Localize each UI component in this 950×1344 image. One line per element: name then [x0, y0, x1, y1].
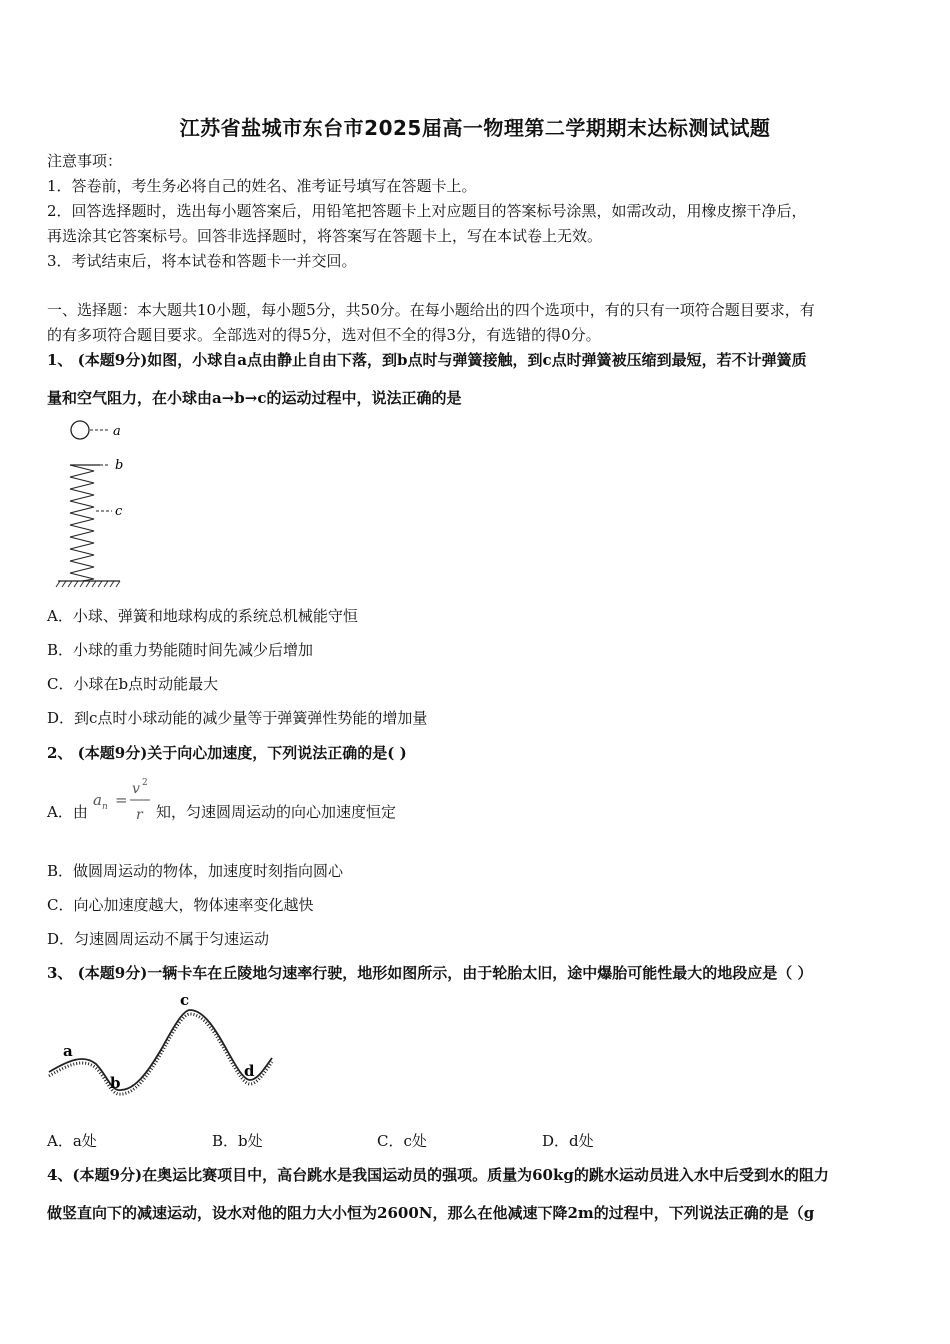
q2-option-c: C．向心加速度越大，物体速率变化越快 [47, 896, 314, 914]
ground-hatch [56, 581, 120, 587]
terrain-hatch [49, 1014, 272, 1094]
exam-title: 江苏省盐城市东台市2025届高一物理第二学期期末达标测试试题 [179, 116, 771, 140]
q3-option-b: B．b处 [212, 1132, 263, 1150]
formula-sup: 2 [142, 778, 148, 788]
q2-option-d: D．匀速圆周运动不属于匀速运动 [47, 930, 270, 948]
formula-eq: = [115, 791, 128, 809]
q1-stem-line-2: 量和空气阻力，在小球由a→b→c的运动过程中，说法正确的是 [47, 389, 462, 407]
q1-spring-figure [52, 415, 142, 590]
q3-option-c: C．c处 [377, 1132, 427, 1150]
q2-option-b: B．做圆周运动的物体，加速度时刻指向圆心 [47, 862, 344, 880]
q1-option-b: B．小球的重力势能随时间先减少后增加 [47, 641, 314, 659]
q4-stem-line-2: 做竖直向下的减速运动，设水对他的阻力大小恒为2600N，那么在他减速下降2m的过程中，下列说法正确的是（g [47, 1204, 815, 1222]
label-b: b [110, 1074, 121, 1092]
formula-lhs: a [93, 791, 102, 809]
label-b: b [115, 458, 124, 473]
notice-heading: 注意事项： [47, 152, 123, 170]
q3-option-a: A．a处 [47, 1132, 97, 1150]
label-c: c [180, 991, 190, 1009]
q3-stem: 3、 (本题9分)一辆卡车在丘陵地匀速率行驶，地形如图所示，由于轮胎太旧，途中爆胎可能性最大的地段应是（ ） [47, 964, 813, 982]
section-intro-line-2: 的有多项符合题目要求。全部选对的得5分，选对但不全的得3分，有选错的得0分。 [47, 326, 601, 344]
spring-coil [70, 465, 94, 581]
q1-option-d: D．到c点时小球动能的减少量等于弹簧弹性势能的增加量 [47, 709, 428, 727]
q2-formula [90, 775, 156, 827]
label-a: a [113, 424, 121, 439]
formula-sub: n [102, 802, 108, 812]
terrain-curve [49, 1010, 272, 1090]
q1-option-a: A．小球、弹簧和地球构成的系统总机械能守恒 [47, 607, 358, 625]
q4-stem-line-1: 4、(本题9分)在奥运比赛项目中，高台跳水是我国运动员的强项。质量为60kg的跳水运动员进入水中后受到水的阻力 [47, 1166, 829, 1184]
formula-den: r [136, 807, 143, 823]
notice-item-1: 1．答卷前，考生务必将自己的姓名、准考证号填写在答题卡上。 [47, 177, 477, 195]
q2-option-a-suffix: 知，匀速圆周运动的向心加速度恒定 [156, 803, 397, 821]
q1-option-c: C．小球在b点时动能最大 [47, 675, 219, 693]
notice-item-2-cont: 再选涂其它答案标号。回答非选择题时，将答案写在答题卡上，写在本试卷上无效。 [47, 227, 603, 245]
q3-terrain-figure [44, 990, 279, 1102]
formula-num: v [132, 781, 140, 797]
label-d: d [244, 1062, 255, 1080]
label-c: c [115, 504, 123, 519]
label-a: a [63, 1042, 73, 1060]
q3-option-d: D．d处 [542, 1132, 594, 1150]
q2-stem: 2、 (本题9分)关于向心加速度，下列说法正确的是( ) [47, 744, 407, 762]
notice-item-2: 2．回答选择题时，选出每小题答案后，用铅笔把答题卡上对应题目的答案标号涂黑，如需改动，用橡皮擦干净后， [47, 202, 807, 220]
section-intro-line-1: 一、选择题：本大题共10小题，每小题5分，共50分。在每小题给出的四个选项中，有的只有一项符合题目要求，有 [47, 301, 815, 319]
notice-item-3: 3．考试结束后，将本试卷和答题卡一并交回。 [47, 252, 357, 270]
ball-shape [71, 421, 89, 439]
q1-stem-line-1: 1、 (本题9分)如图，小球自a点由静止自由下落，到b点时与弹簧接触，到c点时弹簧被压缩到最短，若不计弹簧质 [47, 351, 807, 369]
q2-option-a-prefix: A．由 [47, 803, 88, 821]
